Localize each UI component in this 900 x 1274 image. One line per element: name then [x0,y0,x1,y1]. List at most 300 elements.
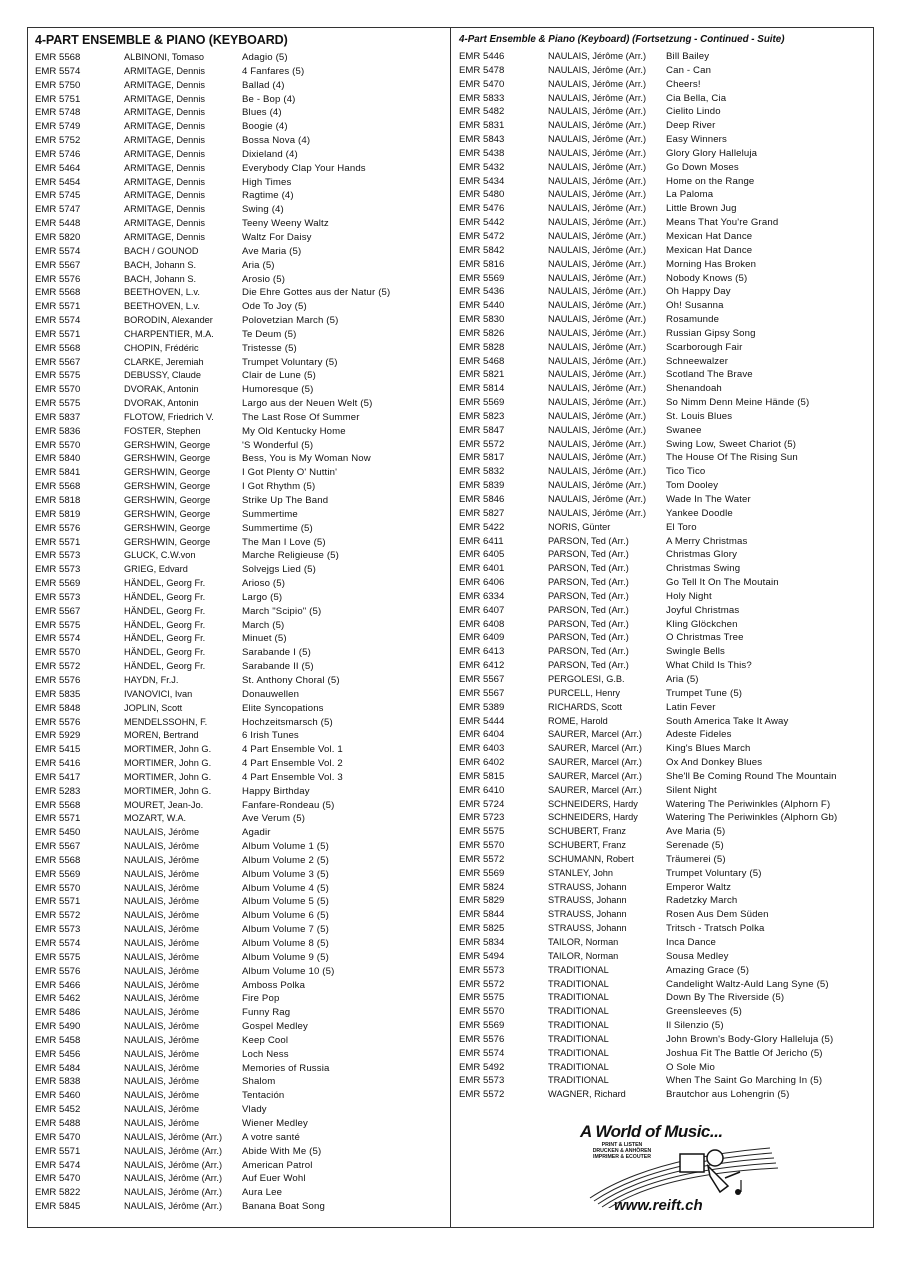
composer-name: NAULAIS, Jérôme [124,979,200,990]
composer-name: NAULAIS, Jérôme (Arr.) [548,217,647,228]
piece-title: Te Deum (5) [242,328,297,340]
composer-name: PARSON, Ted (Arr.) [548,590,629,601]
catalog-row [35,328,445,342]
piece-title: When The Saint Go Marching In (5) [666,1075,823,1087]
piece-title: Minuet (5) [242,633,287,645]
catalog-row [35,882,445,896]
catalog-code: EMR 5841 [35,467,81,479]
catalog-row [35,480,445,494]
composer-name: NAULAIS, Jérôme [124,938,200,948]
piece-title: Adeste Fideles [666,729,732,741]
composer-name: NAULAIS, Jérôme (Arr.) [548,314,647,325]
catalog-row [35,909,445,923]
piece-title: American Patrol [242,1159,313,1171]
composer-name: ALBINONI, Tomaso [124,52,204,62]
piece-title: March "Scipio" (5) [242,605,322,617]
piece-title: Adagio (5) [242,52,288,63]
piece-title: Trumpet Tune (5) [666,687,743,699]
piece-title: Down By The Riverside (5) [666,992,785,1004]
catalog-code: EMR 5573 [35,564,81,576]
piece-title: 4 Part Ensemble Vol. 1 [242,744,343,756]
piece-title: Swing (4) [242,204,284,216]
catalog-code: EMR 5837 [35,411,81,423]
catalog-row [35,729,445,743]
composer-name: ARMITAGE, Dennis [124,135,206,146]
catalog-row [459,355,869,369]
catalog-code: EMR 6404 [459,729,505,741]
composer-name: HÄNDEL, Georg Fr. [124,647,206,658]
catalog-code: EMR 5573 [459,964,505,976]
piece-title: March (5) [242,619,285,631]
catalog-row [459,936,869,950]
piece-title: Sarabande I (5) [242,647,311,659]
catalog-code: EMR 5415 [35,744,81,756]
piece-title: Aria (5) [666,673,699,685]
piece-title: St. Anthony Choral (5) [242,674,340,686]
composer-name: NAULAIS, Jérôme (Arr.) [124,1187,223,1198]
piece-title: Ode To Joy (5) [242,301,307,313]
catalog-row [35,1117,445,1131]
piece-title: Album Volume 8 (5) [242,938,329,949]
catalog-row [459,1061,869,1075]
catalog-code: EMR 5831 [459,120,505,132]
catalog-row [35,1145,445,1159]
piece-title: Joyful Christmas [666,604,740,616]
catalog-row [459,659,869,673]
catalog-code: EMR 5460 [35,1090,81,1102]
composer-name: DEBUSSY, Claude [124,370,201,381]
composer-name: ARMITAGE, Dennis [124,93,206,104]
composer-name: TRADITIONAL [548,964,609,975]
composer-name: PARSON, Ted (Arr.) [548,646,629,657]
catalog-code: EMR 5572 [459,853,505,865]
catalog-row [459,562,869,576]
catalog-row [459,770,869,784]
catalog-code: EMR 5833 [459,92,505,104]
catalog-row [459,922,869,936]
catalog-code: EMR 5822 [35,1187,81,1199]
catalog-row [459,881,869,895]
catalog-row [459,202,869,216]
piece-title: Happy Birthday [242,785,310,797]
piece-title: Teeny Weeny Waltz [242,218,329,230]
composer-name: TRADITIONAL [548,1047,609,1058]
catalog-code: EMR 5819 [35,508,81,520]
reift-logo [580,1118,780,1220]
composer-name: NAULAIS, Jérôme (Arr.) [124,1131,223,1142]
music-figure-icon [580,1128,780,1208]
catalog-row [35,286,445,300]
composer-name: NAULAIS, Jérôme (Arr.) [548,452,647,463]
composer-name: NAULAIS, Jérôme (Arr.) [548,161,647,172]
catalog-row [35,203,445,217]
composer-name: MOREN, Bertrand [124,730,199,741]
composer-name: NAULAIS, Jérôme (Arr.) [548,438,647,449]
composer-name: HÄNDEL, Georg Fr. [124,633,206,644]
catalog-row [35,923,445,937]
composer-name: ARMITAGE, Dennis [124,79,206,90]
composer-name: SAURER, Marcel (Arr.) [548,784,642,795]
composer-name: PARSON, Ted (Arr.) [548,577,629,588]
piece-title: Aria (5) [242,259,275,271]
catalog-code: EMR 5839 [459,480,505,492]
column-divider [450,28,451,1228]
piece-title: Rosen Aus Dem Süden [666,909,769,921]
catalog-code: EMR 6334 [459,590,505,602]
composer-name: GERSHWIN, George [124,467,211,478]
composer-name: NAULAIS, Jérôme (Arr.) [548,147,647,158]
composer-name: HAYDN, Fr.J. [124,674,179,685]
composer-name: SAURER, Marcel (Arr.) [548,770,642,781]
composer-name: TAILOR, Norman [548,950,619,961]
catalog-code: EMR 5571 [35,896,81,908]
catalog-row [35,743,445,757]
catalog-code: EMR 5843 [459,134,505,146]
catalog-row [35,342,445,356]
composer-name: CHOPIN, Frédéric [124,342,199,353]
catalog-code: EMR 5448 [35,218,81,230]
piece-title: Abide With Me (5) [242,1145,322,1157]
catalog-code: EMR 5575 [459,992,505,1004]
catalog-code: EMR 5568 [35,854,81,866]
composer-name: NAULAIS, Jérôme [124,1104,200,1115]
catalog-code: EMR 5816 [459,258,505,270]
logo-title: A World of Music... [580,1122,723,1141]
catalog-row [459,1047,869,1061]
composer-name: NAULAIS, Jérôme (Arr.) [548,341,647,352]
piece-title: Cia Bella, Cia [666,92,727,104]
piece-title: A votre santé [242,1131,300,1143]
catalog-row [35,840,445,854]
catalog-row [35,51,445,65]
piece-title: Ave Verum (5) [242,813,306,825]
piece-title: Banana Boat Song [242,1201,325,1213]
catalog-row [35,356,445,370]
piece-title: Wade In The Water [666,494,751,505]
catalog-row [459,631,869,645]
piece-title: Arosio (5) [242,273,286,285]
composer-name: NAULAIS, Jérôme [124,965,200,976]
piece-title: Ave Maria (5) [666,826,726,838]
composer-name: BACH, Johann S. [124,259,197,270]
catalog-row [35,1103,445,1117]
catalog-row [35,951,445,965]
piece-title: Marche Religieuse (5) [242,550,339,562]
piece-title: Home on the Range [666,175,755,187]
catalog-row [459,92,869,106]
catalog-code: EMR 5575 [35,370,81,382]
composer-name: NAULAIS, Jérôme (Arr.) [548,355,647,366]
piece-title: Album Volume 7 (5) [242,924,329,936]
piece-title: I Got Rhythm (5) [242,481,316,493]
catalog-code: EMR 5844 [459,909,505,921]
composer-name: PERGOLESI, G.B. [548,673,625,684]
catalog-row [459,1033,869,1047]
catalog-code: EMR 5568 [35,342,81,354]
piece-title: Album Volume 10 (5) [242,965,335,977]
piece-title: Be - Bop (4) [242,93,296,105]
composer-name: NAULAIS, Jérôme [124,868,200,879]
composer-name: SAURER, Marcel (Arr.) [548,729,642,740]
catalog-code: EMR 6410 [459,784,505,796]
catalog-code: EMR 5748 [35,107,81,119]
piece-title: Largo (5) [242,591,283,603]
catalog-row [459,147,869,161]
piece-title: 'S Wonderful (5) [242,439,314,451]
composer-name: TRADITIONAL [548,1020,609,1031]
catalog-row [35,508,445,522]
catalog-code: EMR 5482 [459,106,505,118]
piece-title: Keep Cool [242,1034,289,1046]
catalog-code: EMR 5472 [459,230,505,242]
composer-name: SAURER, Marcel (Arr.) [548,757,642,768]
piece-title: Tom Dooley [666,480,719,492]
catalog-code: EMR 5575 [35,619,81,631]
catalog-row [459,175,869,189]
catalog-row [35,245,445,259]
composer-name: NAULAIS, Jérôme (Arr.) [124,1173,223,1184]
composer-name: ARMITAGE, Dennis [124,231,206,242]
catalog-row [459,50,869,64]
piece-title: Summertime [242,508,298,520]
catalog-code: EMR 6411 [459,535,504,547]
catalog-row [35,854,445,868]
composer-name: IVANOVICI, Ivan [124,688,193,699]
piece-title: South America Take It Away [666,715,789,727]
composer-name: PARSON, Ted (Arr.) [548,535,629,546]
piece-title: Nobody Knows (5) [666,272,748,284]
piece-title: Hochzeitsmarsch (5) [242,716,333,728]
composer-name: NAULAIS, Jérôme [124,1007,200,1018]
composer-name: NAULAIS, Jérôme (Arr.) [548,369,647,380]
composer-name: ARMITAGE, Dennis [124,218,206,229]
piece-title: John Brown's Body-Glory Halleluja (5) [666,1033,834,1045]
catalog-row [35,65,445,79]
piece-title: Il Silenzio (5) [666,1020,724,1032]
catalog-row [35,591,445,605]
catalog-code: EMR 6408 [459,618,505,630]
composer-name: ARMITAGE, Dennis [124,148,206,159]
catalog-code: EMR 5746 [35,148,81,160]
catalog-code: EMR 5440 [459,300,505,312]
composer-name: NAULAIS, Jérôme (Arr.) [548,64,647,75]
catalog-code: EMR 5432 [459,161,505,173]
composer-name: NAULAIS, Jérôme (Arr.) [548,230,647,241]
catalog-code: EMR 5827 [459,507,505,519]
catalog-code: EMR 5569 [35,578,81,590]
piece-title: Ox And Donkey Blues [666,757,763,769]
catalog-code: EMR 5848 [35,702,81,714]
piece-title: O Christmas Tree [666,632,744,644]
composer-name: NAULAIS, Jérôme (Arr.) [548,507,647,518]
composer-name: GLUCK, C.W.von [124,550,196,561]
catalog-row [35,702,445,716]
piece-title: Latin Fever [666,701,716,713]
catalog-row [459,645,869,659]
catalog-code: EMR 5470 [35,1131,81,1143]
catalog-row [459,535,869,549]
catalog-code: EMR 5824 [459,881,505,893]
piece-title: Radetzky March [666,895,738,907]
composer-name: GERSHWIN, George [124,522,211,533]
composer-name: HÄNDEL, Georg Fr. [124,578,206,589]
catalog-row [35,1075,445,1089]
piece-title: Rosamunde [666,314,720,326]
catalog-row [459,341,869,355]
composer-name: ARMITAGE, Dennis [124,162,206,173]
composer-name: GERSHWIN, George [124,536,211,547]
composer-name: GRIEG, Edvard [124,564,188,575]
catalog-code: EMR 5723 [459,812,505,824]
catalog-code: EMR 6407 [459,604,505,616]
catalog-row [35,79,445,93]
piece-title: 6 Irish Tunes [242,730,299,742]
composer-name: MORTIMER, John G. [124,758,212,769]
catalog-code: EMR 5574 [35,315,81,327]
composer-name: SCHNEIDERS, Hardy [548,798,638,809]
catalog-code: EMR 5462 [35,993,81,1005]
catalog-code: EMR 5444 [459,715,505,727]
piece-title: Donauwellen [242,688,300,700]
piece-title: Easy Winners [666,134,727,146]
catalog-row [459,78,869,92]
piece-title: Polovetzian March (5) [242,315,339,327]
catalog-code: EMR 6401 [459,563,505,575]
piece-title: Bossa Nova (4) [242,135,311,147]
piece-title: Sarabande II (5) [242,661,314,673]
piece-title: Swingle Bells [666,646,726,658]
catalog-code: EMR 5752 [35,135,81,147]
composer-name: NAULAIS, Jérôme [124,854,200,865]
piece-title: Fire Pop [242,993,280,1005]
catalog-row [459,894,869,908]
composer-name: BACH / GOUNOD [124,245,199,256]
catalog-code: EMR 5826 [459,327,505,339]
catalog-row [35,300,445,314]
catalog-row [35,1020,445,1034]
catalog-code: EMR 5573 [35,550,81,562]
piece-title: Shalom [242,1076,276,1088]
catalog-code: EMR 5466 [35,979,81,991]
catalog-code: EMR 5484 [35,1062,81,1074]
piece-title: Swing Low, Sweet Chariot (5) [666,438,797,450]
piece-title: Candelight Waltz-Auld Lang Syne (5) [666,978,829,990]
composer-name: PARSON, Ted (Arr.) [548,618,629,629]
catalog-code: EMR 5840 [35,453,81,465]
catalog-code: EMR 5821 [459,369,505,381]
composer-name: NAULAIS, Jérôme (Arr.) [548,383,647,394]
catalog-code: EMR 5576 [35,716,81,728]
composer-name: ARMITAGE, Dennis [124,204,206,215]
composer-name: SCHUBERT, Franz [548,826,626,837]
piece-title: Fanfare-Rondeau (5) [242,799,335,811]
catalog-code: EMR 5494 [459,950,505,962]
catalog-row [459,424,869,438]
catalog-row [459,742,869,756]
catalog-code: EMR 5567 [35,259,81,271]
catalog-row [35,466,445,480]
catalog-code: EMR 5567 [35,605,81,617]
catalog-code: EMR 6402 [459,757,505,769]
composer-name: NAULAIS, Jérôme (Arr.) [548,480,647,491]
piece-title: Scarborough Fair [666,341,743,353]
catalog-row [35,259,445,273]
composer-name: TRADITIONAL [548,1075,609,1086]
piece-title: Inca Dance [666,937,717,948]
composer-name: PARSON, Ted (Arr.) [548,549,629,560]
right-rows [459,50,869,1102]
catalog-row [459,908,869,922]
catalog-row [459,410,869,424]
catalog-row [459,548,869,562]
composer-name: NAULAIS, Jérôme (Arr.) [548,410,647,421]
piece-title: Mexican Hat Dance [666,230,753,242]
piece-title: Cielito Lindo [666,106,721,118]
piece-title: Greensleeves (5) [666,1006,742,1018]
composer-name: NAULAIS, Jérôme (Arr.) [548,175,647,186]
catalog-code: EMR 5567 [35,356,81,368]
piece-title: I Got Plenty O' Nuttin' [242,467,338,479]
catalog-code: EMR 5745 [35,190,81,202]
catalog-row [459,1005,869,1019]
piece-title: Album Volume 4 (5) [242,882,329,894]
piece-title: Oh! Susanna [666,300,724,312]
catalog-row [35,577,445,591]
catalog-code: EMR 5576 [35,273,81,285]
composer-name: HÄNDEL, Georg Fr. [124,605,206,616]
composer-name: HÄNDEL, Georg Fr. [124,661,206,672]
catalog-row [459,576,869,590]
piece-title: A Merry Christmas [666,535,748,547]
composer-name: PARSON, Ted (Arr.) [548,604,629,615]
piece-title: Amazing Grace (5) [666,964,750,976]
catalog-row [35,646,445,660]
piece-title: Ave Maria (5) [242,245,302,257]
piece-title: Album Volume 3 (5) [242,868,329,880]
composer-name: SCHUMANN, Robert [548,853,634,864]
piece-title: Holy Night [666,590,712,602]
piece-title: Album Volume 9 (5) [242,951,329,963]
piece-title: Bill Bailey [666,51,710,62]
piece-title: La Paloma [666,189,714,201]
piece-title: Tentación [242,1090,285,1102]
catalog-row [35,439,445,453]
composer-name: ARMITAGE, Dennis [124,190,206,201]
catalog-code: EMR 5845 [35,1201,81,1213]
composer-name: JOPLIN, Scott [124,702,183,713]
composer-name: NAULAIS, Jérôme (Arr.) [548,189,647,200]
catalog-code: EMR 5929 [35,730,81,742]
composer-name: STANLEY, John [548,867,614,878]
catalog-code: EMR 5817 [459,452,505,464]
catalog-code: EMR 5570 [459,840,505,852]
catalog-code: EMR 5825 [459,923,505,935]
catalog-row [459,950,869,964]
piece-title: King's Blues March [666,743,751,755]
catalog-code: EMR 5751 [35,93,81,105]
catalog-row [35,1200,445,1214]
composer-name: FLOTOW, Friedrich V. [124,411,214,422]
piece-title: Watering The Periwinkles (Alphorn F) [666,798,831,810]
catalog-row [35,785,445,799]
catalog-code: EMR 5838 [35,1076,81,1088]
catalog-code: EMR 5724 [459,798,505,810]
catalog-code: EMR 5574 [35,65,81,77]
catalog-row [459,756,869,770]
catalog-code: EMR 5828 [459,341,505,353]
catalog-code: EMR 6409 [459,632,505,644]
catalog-code: EMR 6413 [459,646,505,658]
